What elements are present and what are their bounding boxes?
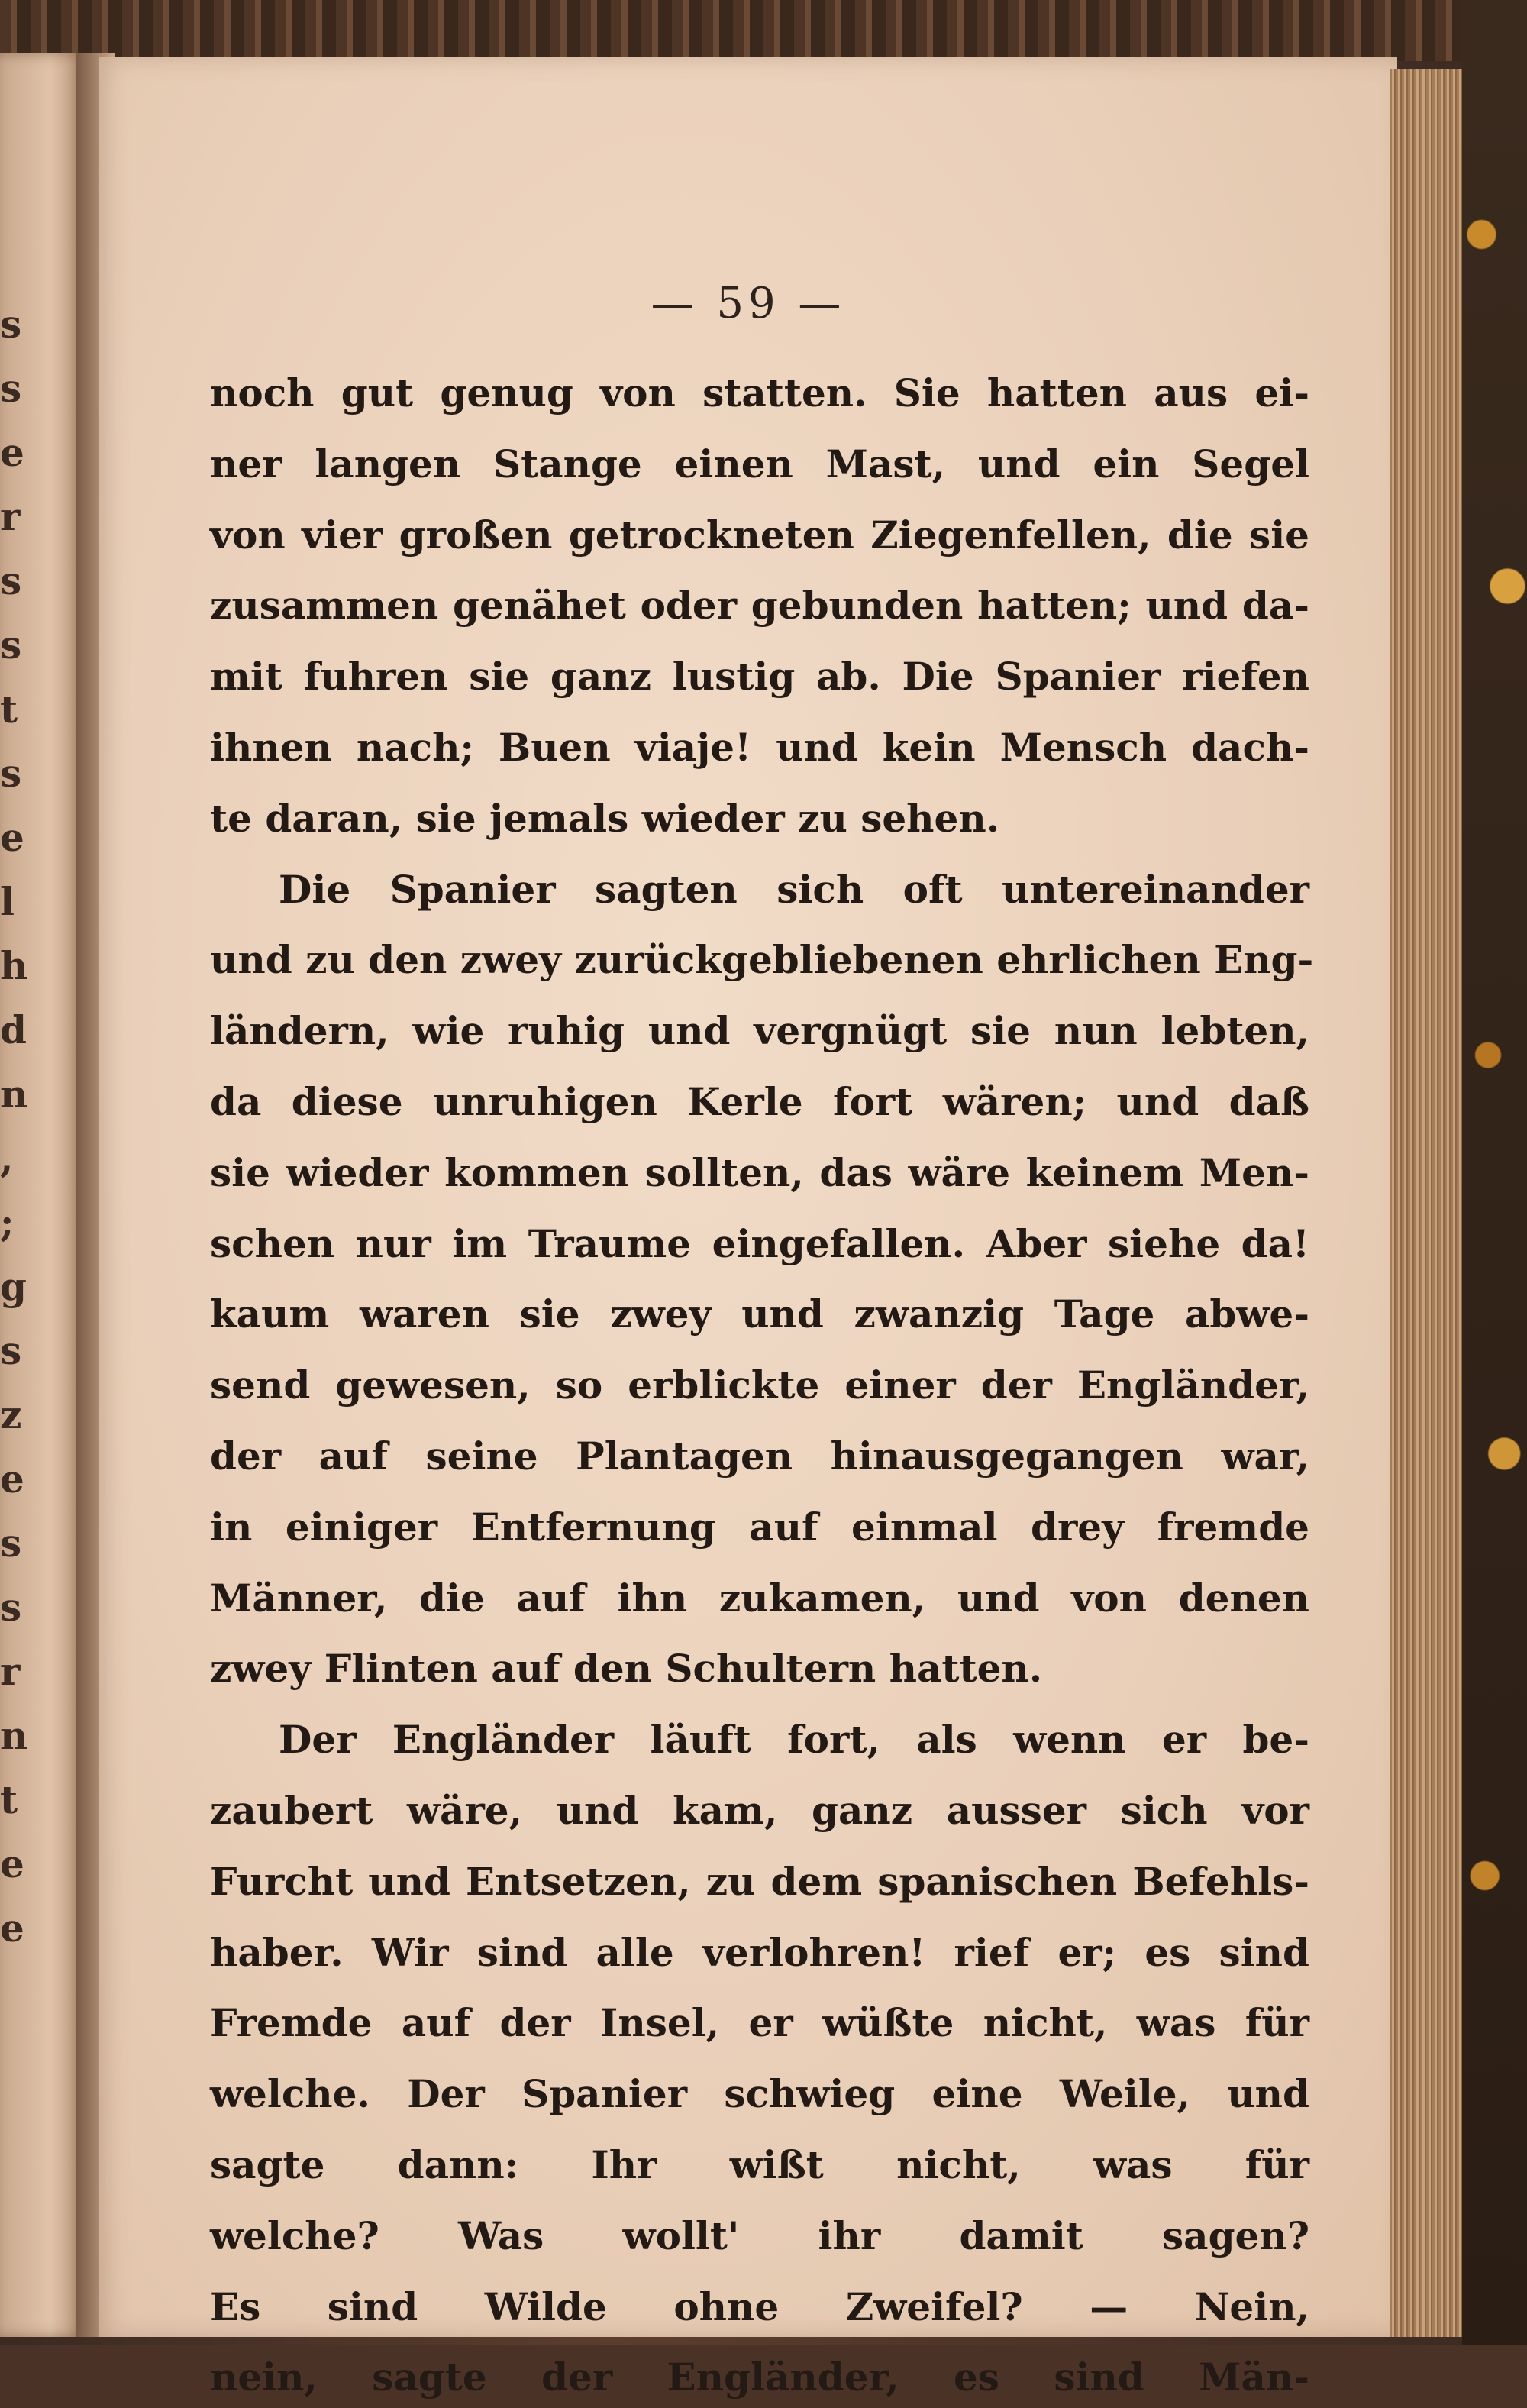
left-page-letter: r (0, 1649, 21, 1694)
text-line: te daran, sie jemals wieder zu sehen. (210, 795, 1000, 841)
text-line: zusammen genähet oder gebunden hatten; und da- (210, 583, 1309, 629)
text-line: zaubert wäre, und kam, ganz ausser sich vor (210, 1788, 1309, 1833)
left-page-letter: s (0, 1521, 22, 1566)
text-line: Fremde auf der Insel, er wüßte nicht, was für (210, 2000, 1309, 2046)
text-line: haber. Wir sind alle verlohren! rief er; es sind (210, 1929, 1309, 1975)
text-line: nein, sagte der Engländer, es sind Män- (210, 2355, 1309, 2400)
left-page-letter: z (0, 1392, 22, 1437)
book-page (99, 57, 1397, 2400)
left-page-letter: r (0, 494, 21, 539)
text-line: mit fuhren sie ganz lustig ab. Die Spanier riefen (210, 654, 1309, 700)
left-page-letter: l (0, 879, 15, 924)
text-line: schen nur im Traume eingefallen. Aber siehe da! (210, 1220, 1309, 1266)
text-line: Der Engländer läuft fort, als wenn er be- (279, 1717, 1309, 1763)
left-page-edge (0, 53, 84, 2337)
book-cover-top-edge (0, 0, 1527, 61)
text-line: und zu den zwey zurückgebliebenen ehrlichen Eng- (210, 937, 1314, 983)
left-page-letter: s (0, 366, 22, 411)
left-page-letter: e (0, 1905, 24, 1951)
marbled-cover (1462, 0, 1527, 2345)
text-line: von vier großen getrockneten Ziegenfellen, die sie (210, 512, 1309, 558)
left-page-letter: e (0, 1841, 24, 1886)
left-page-letter: s (0, 751, 22, 796)
left-page-letter: s (0, 1328, 22, 1373)
left-page-letter: n (0, 1071, 28, 1117)
page-stack-edge (1390, 69, 1466, 2337)
text-line: ländern, wie ruhig und vergnügt sie nun lebten, (210, 1008, 1309, 1054)
text-line: in einiger Entfernung auf einmal drey fremde (210, 1504, 1309, 1550)
left-page-letter: t (0, 1777, 18, 1822)
text-line: Männer, die auf ihn zukamen, und von denen (210, 1575, 1309, 1621)
left-page-letter: d (0, 1007, 27, 1052)
page-number: — 59 — (651, 279, 846, 328)
text-line: Es sind Wilde ohne Zweifel? — Nein, (210, 2284, 1309, 2329)
left-page-letter: e (0, 1456, 24, 1501)
left-page-letter: h (0, 943, 28, 988)
left-page-letter: s (0, 558, 22, 603)
left-page-letter: e (0, 815, 24, 860)
text-line: der auf seine Plantagen hinausgegangen war, (210, 1433, 1309, 1479)
left-page-letter: ; (0, 1200, 15, 1245)
text-line: ner langen Stange einen Mast, und ein Segel (210, 441, 1309, 486)
text-line: kaum waren sie zwey und zwanzig Tage abwe- (210, 1291, 1309, 1337)
text-line: send gewesen, so erblickte einer der Engländer, (210, 1362, 1309, 1408)
text-line: sagte dann: Ihr wißt nicht, was für (210, 2142, 1309, 2187)
left-page-letter: t (0, 687, 18, 732)
left-page-letter: g (0, 1264, 27, 1309)
text-line: sie wieder kommen sollten, das wäre keinem Men- (210, 1149, 1309, 1195)
text-line: welche? Was wollt' ihr damit sagen? (210, 2212, 1309, 2258)
text-line: Die Spanier sagten sich oft untereinander (279, 866, 1309, 912)
text-line: ihnen nach; Buen viaje! und kein Mensch dach- (210, 725, 1309, 770)
left-page-letter: s (0, 302, 22, 347)
text-line: Furcht und Entsetzen, zu dem spanischen Befehls- (210, 1858, 1309, 1904)
left-page-letter: , (0, 1136, 14, 1181)
text-line: noch gut genug von statten. Sie hatten aus ei- (210, 370, 1309, 415)
left-page-letter: n (0, 1713, 28, 1758)
left-page-letter: e (0, 430, 24, 475)
left-page-letter: s (0, 1585, 22, 1630)
text-line: da diese unruhigen Kerle fort wären; und daß (210, 1079, 1309, 1124)
left-page-letter: s (0, 622, 22, 667)
text-line: zwey Flinten auf den Schultern hatten. (210, 1646, 1043, 1692)
text-line: welche. Der Spanier schwieg eine Weile, und (210, 2071, 1309, 2117)
